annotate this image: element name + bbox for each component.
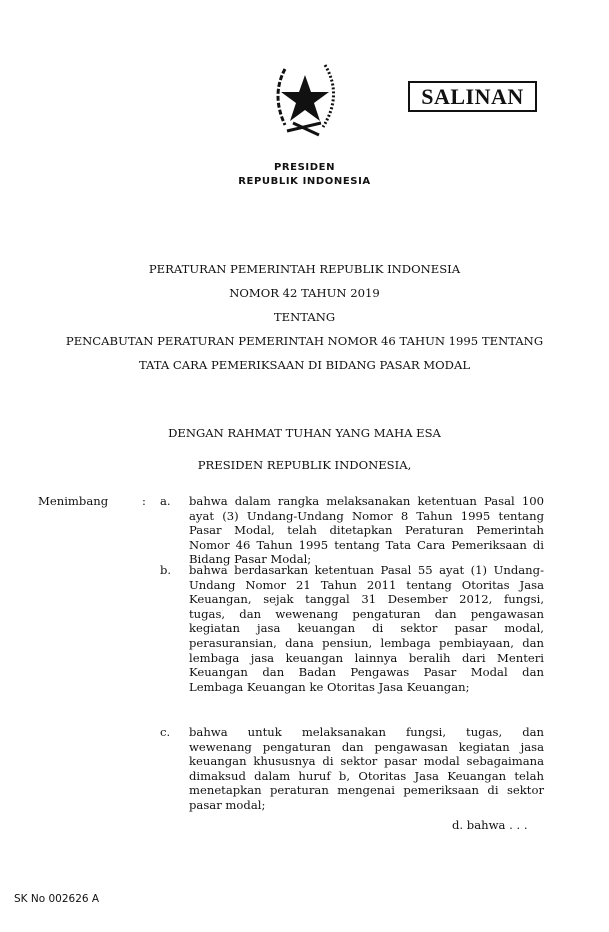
title-line-1: PERATURAN PEMERINTAH REPUBLIK INDONESIA (148, 262, 461, 276)
document-code: SK No 002626 A (14, 893, 100, 905)
menimbang-label: Menimbang (38, 494, 109, 508)
line: Nomor 46 Tahun 1995 tentang Tata Cara Pemeriksaan di (189, 537, 544, 552)
item-letter-c: c. (160, 725, 171, 739)
invocation: DENGAN RAHMAT TUHAN YANG MAHA ESA (168, 426, 441, 440)
line: keuangan khususnya di sektor pasar modal sebagaimana (189, 754, 544, 769)
title-subject-1: PENCABUTAN PERATURAN PEMERINTAH NOMOR 46 TAHUN 1995 TENTANG (65, 334, 544, 348)
line: dimaksud dalam huruf b, Otoritas Jasa Keuangan telah (189, 768, 544, 783)
line: pasar modal; (189, 797, 266, 812)
office-line-presiden: PRESIDEN (273, 162, 336, 173)
line: Keuangan dan Badan Pengawas Pasar Modal dan (189, 665, 544, 680)
garuda-star-emblem-icon (263, 55, 347, 139)
item-c-text (189, 725, 544, 813)
line: tugas, dan wewenang pengaturan dan pengawasan (189, 606, 544, 621)
item-a-text (189, 494, 544, 567)
item-letter-a: a. (160, 494, 171, 508)
line: perasuransian, dana pensiun, lembaga pembiayaan, dan (189, 635, 544, 650)
line: menetapkan peraturan mengenai pemeriksaan di sektor (189, 783, 544, 798)
item-letter-b: b. (160, 563, 172, 577)
line: Keuangan, sejak tanggal 31 Desember 2012, fungsi, (189, 592, 544, 607)
line: Lembaga Keuangan ke Otoritas Jasa Keuangan; (189, 679, 470, 694)
line: wewenang pengaturan dan pengawasan kegiatan jasa (189, 739, 544, 754)
line: Bidang Pasar Modal; (189, 552, 312, 567)
title-tentang: TENTANG (273, 310, 336, 324)
line: Undang Nomor 21 Tahun 2011 tentang Otoritas Jasa (189, 577, 544, 592)
title-number: NOMOR 42 TAHUN 2019 (229, 286, 380, 300)
salinan-stamp: SALINAN (408, 81, 537, 112)
menimbang-colon: : (142, 494, 146, 508)
page-continuation: d. bahwa . . . (452, 818, 528, 832)
line: Pasar Modal, telah ditetapkan Peraturan Pemerintah (189, 523, 544, 538)
line: ayat (3) Undang-Undang Nomor 8 Tahun 1995 tentang (189, 508, 544, 523)
emblem (263, 55, 347, 139)
line: bahwa berdasarkan ketentuan Pasal 55 ayat (1) Undang- (189, 563, 544, 577)
office-line-republik: REPUBLIK INDONESIA (238, 176, 371, 187)
line: kegiatan jasa keuangan di sektor pasar modal, (189, 621, 544, 636)
authority: PRESIDEN REPUBLIK INDONESIA, (197, 458, 412, 472)
line: bahwa dalam rangka melaksanakan ketentuan Pasal 100 (189, 494, 544, 508)
line: bahwa untuk melaksanakan fungsi, tugas, dan (189, 725, 544, 739)
item-b-text (189, 563, 544, 694)
title-subject-2: TATA CARA PEMERIKSAAN DI BIDANG PASAR MODAL (138, 358, 471, 372)
line: lembaga jasa keuangan lainnya beralih dari Menteri (189, 650, 544, 665)
